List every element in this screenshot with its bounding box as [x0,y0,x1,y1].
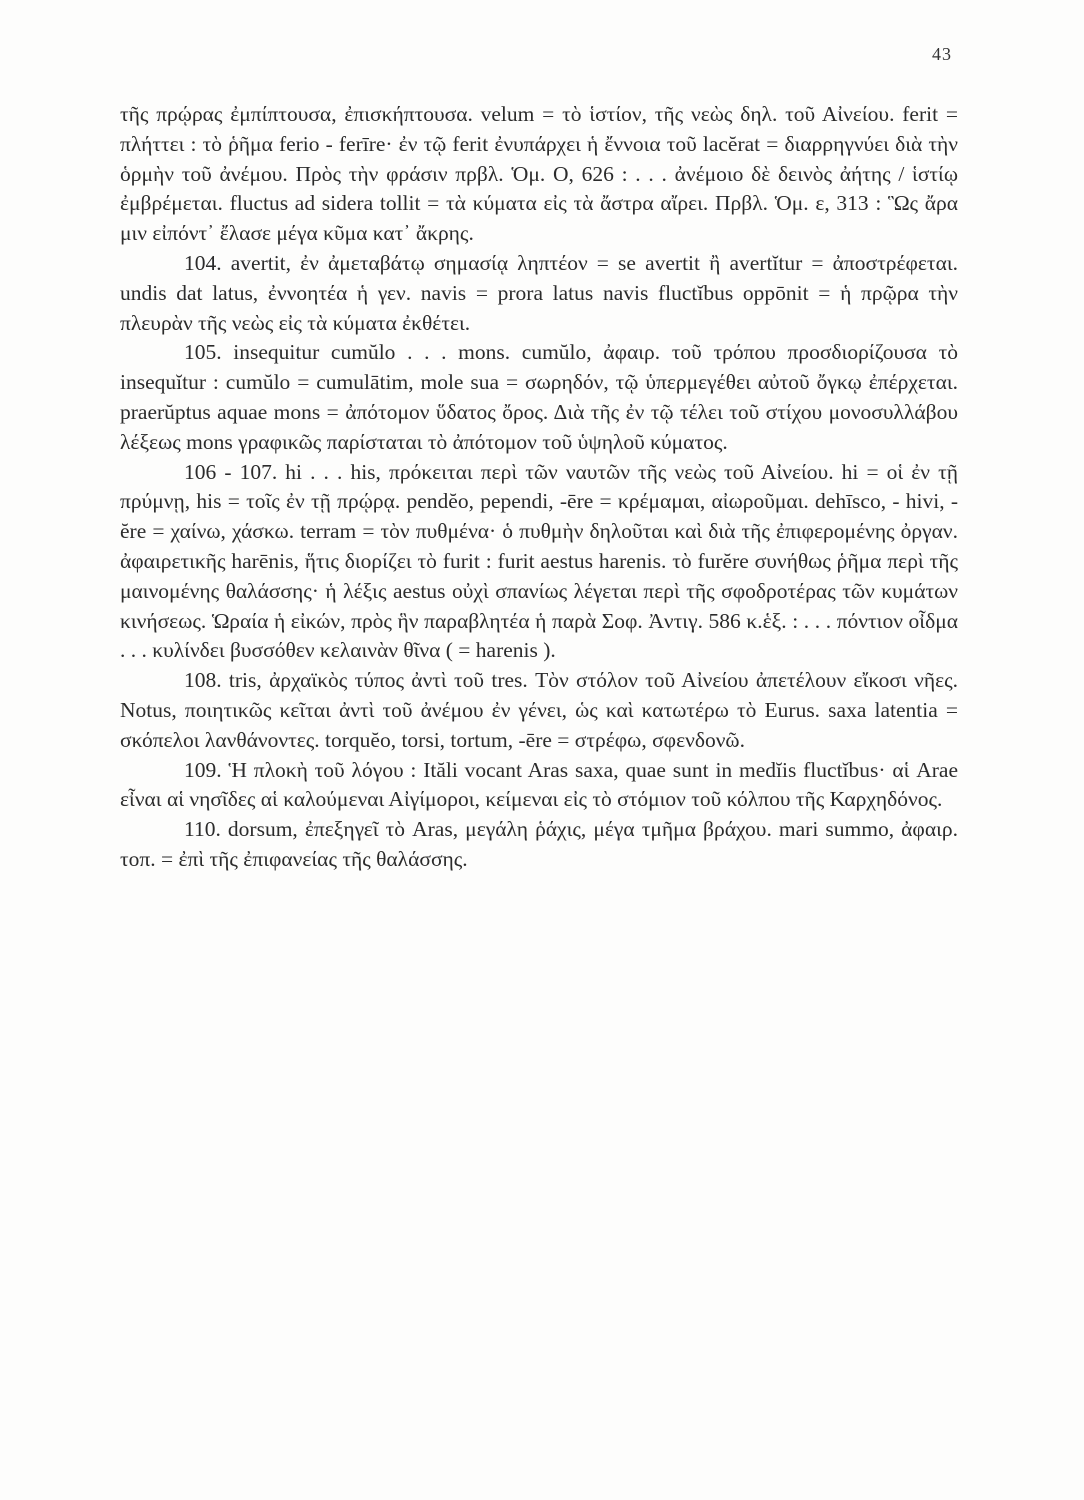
paragraph-104: 104. avertit, ἐν ἀμεταβάτῳ σημασίᾳ ληπτέον = se avertit ἢ avertĭtur = ἀποστρέφεται. undis dat latus, ἐννοητέα ἡ γεν. navis = prora latus navis fluctĭbus oppōnit = ἡ πρῷρα τὴν πλευρὰν τῆς νεὼς εἰς τὰ κύματα ἐκθέτει. [120,250,958,335]
commentary-text [120,100,958,875]
paragraph-105: 105. insequitur cumŭlo . . . mons. cumŭlo, ἀφαιρ. τοῦ τρόπου προσδιορίζουσα τὸ insequĭtur : cumŭlo = cumulātim, mole sua = σωρηδόν, τῷ ὑπερμεγέθει αὐτοῦ ὄγκῳ ἐπέρχεται. praerŭptus aquae mons = ἀπότομον ὕδατος ὄρος. Διὰ τῆς ἐν τῷ τέλει τοῦ στίχου μονοσυλλάβου λέξεως mons γραφικῶς παρίσταται τὸ ἀπότομον τοῦ ὑψηλοῦ κύματος. [120,340,958,454]
paragraph-109: 109. Ἡ πλοκὴ τοῦ λόγου : Ităli vocant Aras saxa, quae sunt in medĭis fluctĭbus· αἱ Arae εἶναι αἱ νησῖδες αἱ καλούμεναι Αἰγίμοροι, κείμεναι εἰς τὸ στόμιον τοῦ κόλπου τῆς Καρχηδόνος. [120,757,958,812]
paragraph-106-107: 106 - 107. hi . . . his, πρόκειται περὶ τῶν ναυτῶν τῆς νεὼς τοῦ Αἰνείου. hi = οἱ ἐν τῇ πρύμνῃ, his = τοῖς ἐν τῇ πρῴρᾳ. pendĕo, pependi, -ēre = κρέμαμαι, αἰωροῦμαι. dehīsco, - hivi, - ĕre = χαίνω, χάσκω. terram = τὸν πυθμένα· ὁ πυθμὴν δηλοῦται καὶ διὰ τῆς ἐπιφερομένης ὀργαν. ἀφαιρετικῆς harēnis, ἥτις διορίζει τὸ furit : furit aestus harenis. τὸ furĕre συνήθως ῥῆμα περὶ τῆς μαινομένης θαλάσσης· ἡ λέξις aestus οὐχὶ σπανίως λέγεται περὶ τῆς σφοδροτέρας τῶν κυμάτων κινήσεως. Ὡραία ἡ εἰκών, πρὸς ἣν παραβλητέα ἡ παρὰ Σοφ. Ἀντιγ. 586 κ.ἑξ. : . . . πόντιον οἶδμα . . . κυλίνδει βυσσόθεν κελαινὰν θῖνα ( = harenis ). [120,459,958,663]
paragraph-continuation: τῆς πρῴρας ἐμπίπτουσα, ἐπισκήπτουσα. velum = τὸ ἱστίον, τῆς νεὼς δηλ. τοῦ Αἰνείου. ferit = πλήττει : τὸ ῥῆμα ferio - ferīre· ἐν τῷ ferit ἐνυπάρχει ἡ ἔννοια τοῦ lacĕrat = διαρρηγνύει διὰ τὴν ὁρμὴν τοῦ ἀνέμου. Πρὸς τὴν φράσιν πρβλ. Ὁμ. Ο, 626 : . . . ἀνέμοιο δὲ δεινὸς ἀήτης / ἱστίῳ ἐμβρέμεται. fluctus ad sidera tollit = τὰ κύματα εἰς τὰ ἄστρα αἴρει. Πρβλ. Ὁμ. ε, 313 : Ὣς ἄρα μιν εἰπόντ᾽ ἔλασε μέγα κῦμα κατ᾽ ἄκρης. [120,102,958,246]
paragraph-110: 110. dorsum, ἐπεξηγεῖ τὸ Aras, μεγάλη ῥάχις, μέγα τμῆμα βράχου. mari summo, ἀφαιρ. τοπ. = ἐπὶ τῆς ἐπιφανείας τῆς θαλάσσης. [120,817,958,871]
paragraph-108: 108. tris, ἀρχαϊκὸς τύπος ἀντὶ τοῦ tres. Τὸν στόλον τοῦ Αἰνείου ἀπετέλουν εἴκοσι νῆες. Notus, ποιητικῶς κεῖται ἀντὶ τοῦ ἀνέμου ἐν γένει, ὡς καὶ κατωτέρω τὸ Eurus. saxa latentia = σκόπελοι λανθάνοντες. torquĕo, torsi, tortum, -ēre = στρέφω, σφενδονῶ. [120,668,958,752]
page-number: 43 [932,44,952,64]
